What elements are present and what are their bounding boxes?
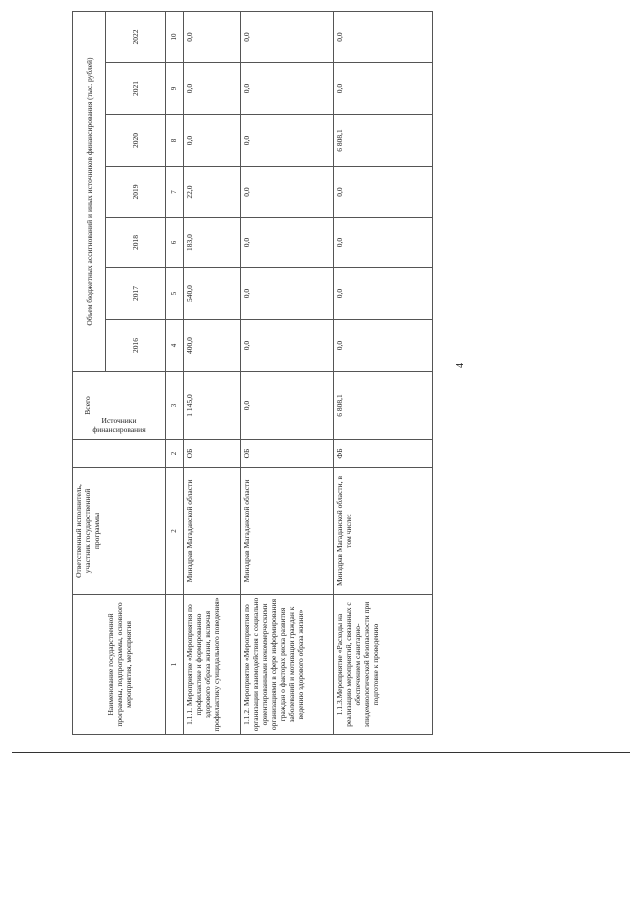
row-value: 0,0 <box>241 268 334 320</box>
header-year: 2016 <box>106 320 166 372</box>
col-number: 1 <box>166 595 184 735</box>
row-value: 0,0 <box>241 115 334 167</box>
row-value: 0,0 <box>241 218 334 268</box>
col-number: 8 <box>166 115 184 167</box>
row-total: 1 145,0 <box>184 372 241 440</box>
header-source: Источники финансирования <box>73 440 166 468</box>
table-row <box>334 11 433 734</box>
col-number: 2 <box>166 440 184 468</box>
col-number: 2 <box>166 468 184 595</box>
row-total: 6 808,1 <box>334 372 433 440</box>
col-number: 9 <box>166 63 184 115</box>
table-row <box>184 11 241 734</box>
header-name: Наименование государственной программы, подпрограммы, основного мероприятия, мероприятия <box>73 595 166 735</box>
row-value: 540,0 <box>184 268 241 320</box>
row-value: 0,0 <box>334 11 433 62</box>
row-value: 6 808,1 <box>334 115 433 167</box>
header-responsible: Ответственный исполнитель, участник государственной программы <box>73 468 166 595</box>
row-value: 0,0 <box>184 11 241 62</box>
col-number: 10 <box>166 11 184 62</box>
row-value: 22,0 <box>184 167 241 218</box>
row-value: 0,0 <box>334 63 433 115</box>
row-value: 0,0 <box>241 11 334 62</box>
header-year: 2021 <box>106 63 166 115</box>
row-value: 0,0 <box>334 218 433 268</box>
header-year: 2017 <box>106 268 166 320</box>
col-number: 6 <box>166 218 184 268</box>
header-year: 2019 <box>106 167 166 218</box>
row-value: 400,0 <box>184 320 241 372</box>
row-name: 1.1.1. Мероприятие «Мероприятия по профилактике и формированию здорового образа жизни, включая профилактику суицидального поведения» <box>184 595 241 735</box>
row-value: 0,0 <box>184 115 241 167</box>
header-year: 2022 <box>106 11 166 62</box>
row-responsible: Минздрав Магаданской области <box>184 468 241 595</box>
page-number: 4 <box>455 363 466 368</box>
row-value: 183,0 <box>184 218 241 268</box>
header-year: 2018 <box>106 218 166 268</box>
col-number: 5 <box>166 268 184 320</box>
header-year: 2020 <box>106 115 166 167</box>
row-value: 0,0 <box>241 167 334 218</box>
table-row <box>241 11 334 734</box>
row-value: 0,0 <box>334 320 433 372</box>
row-value: 0,0 <box>241 63 334 115</box>
col-number: 3 <box>166 372 184 440</box>
row-source: ФБ <box>334 440 433 468</box>
row-value: 0,0 <box>241 320 334 372</box>
rotated-page <box>72 12 466 735</box>
header-volume: Объем бюджетных ассигнований и иных источников финансирования (тыс. рублей) <box>73 11 106 371</box>
page-divider-line <box>12 752 630 753</box>
row-name: 1.1.3.Мероприятие «Расходы на реализацию мероприятий, связанных с обеспечением санитарно-эпидемиологической безопасности при подготовке к проведению <box>334 595 433 735</box>
col-number: 7 <box>166 167 184 218</box>
row-source: ОБ <box>184 440 241 468</box>
row-value: 0,0 <box>184 63 241 115</box>
row-responsible: Минздрав Магаданской области, в том числе: <box>334 468 433 595</box>
row-value: 0,0 <box>334 268 433 320</box>
header-total: Всего <box>73 372 166 440</box>
row-responsible: Минздрав Магаданской области <box>241 468 334 595</box>
row-name: 1.1.2. Мероприятие «Мероприятия по организации взаимодействия с социально ориентированными некоммерческими организациями в сфере информирования граждан о факторах риска развития заболеваний и мотивации граждан к ведению здорового образа жизни» <box>241 595 334 735</box>
financing-table <box>72 11 433 735</box>
col-number: 4 <box>166 320 184 372</box>
row-source: ОБ <box>241 440 334 468</box>
row-value: 0,0 <box>334 167 433 218</box>
row-total: 0,0 <box>241 372 334 440</box>
